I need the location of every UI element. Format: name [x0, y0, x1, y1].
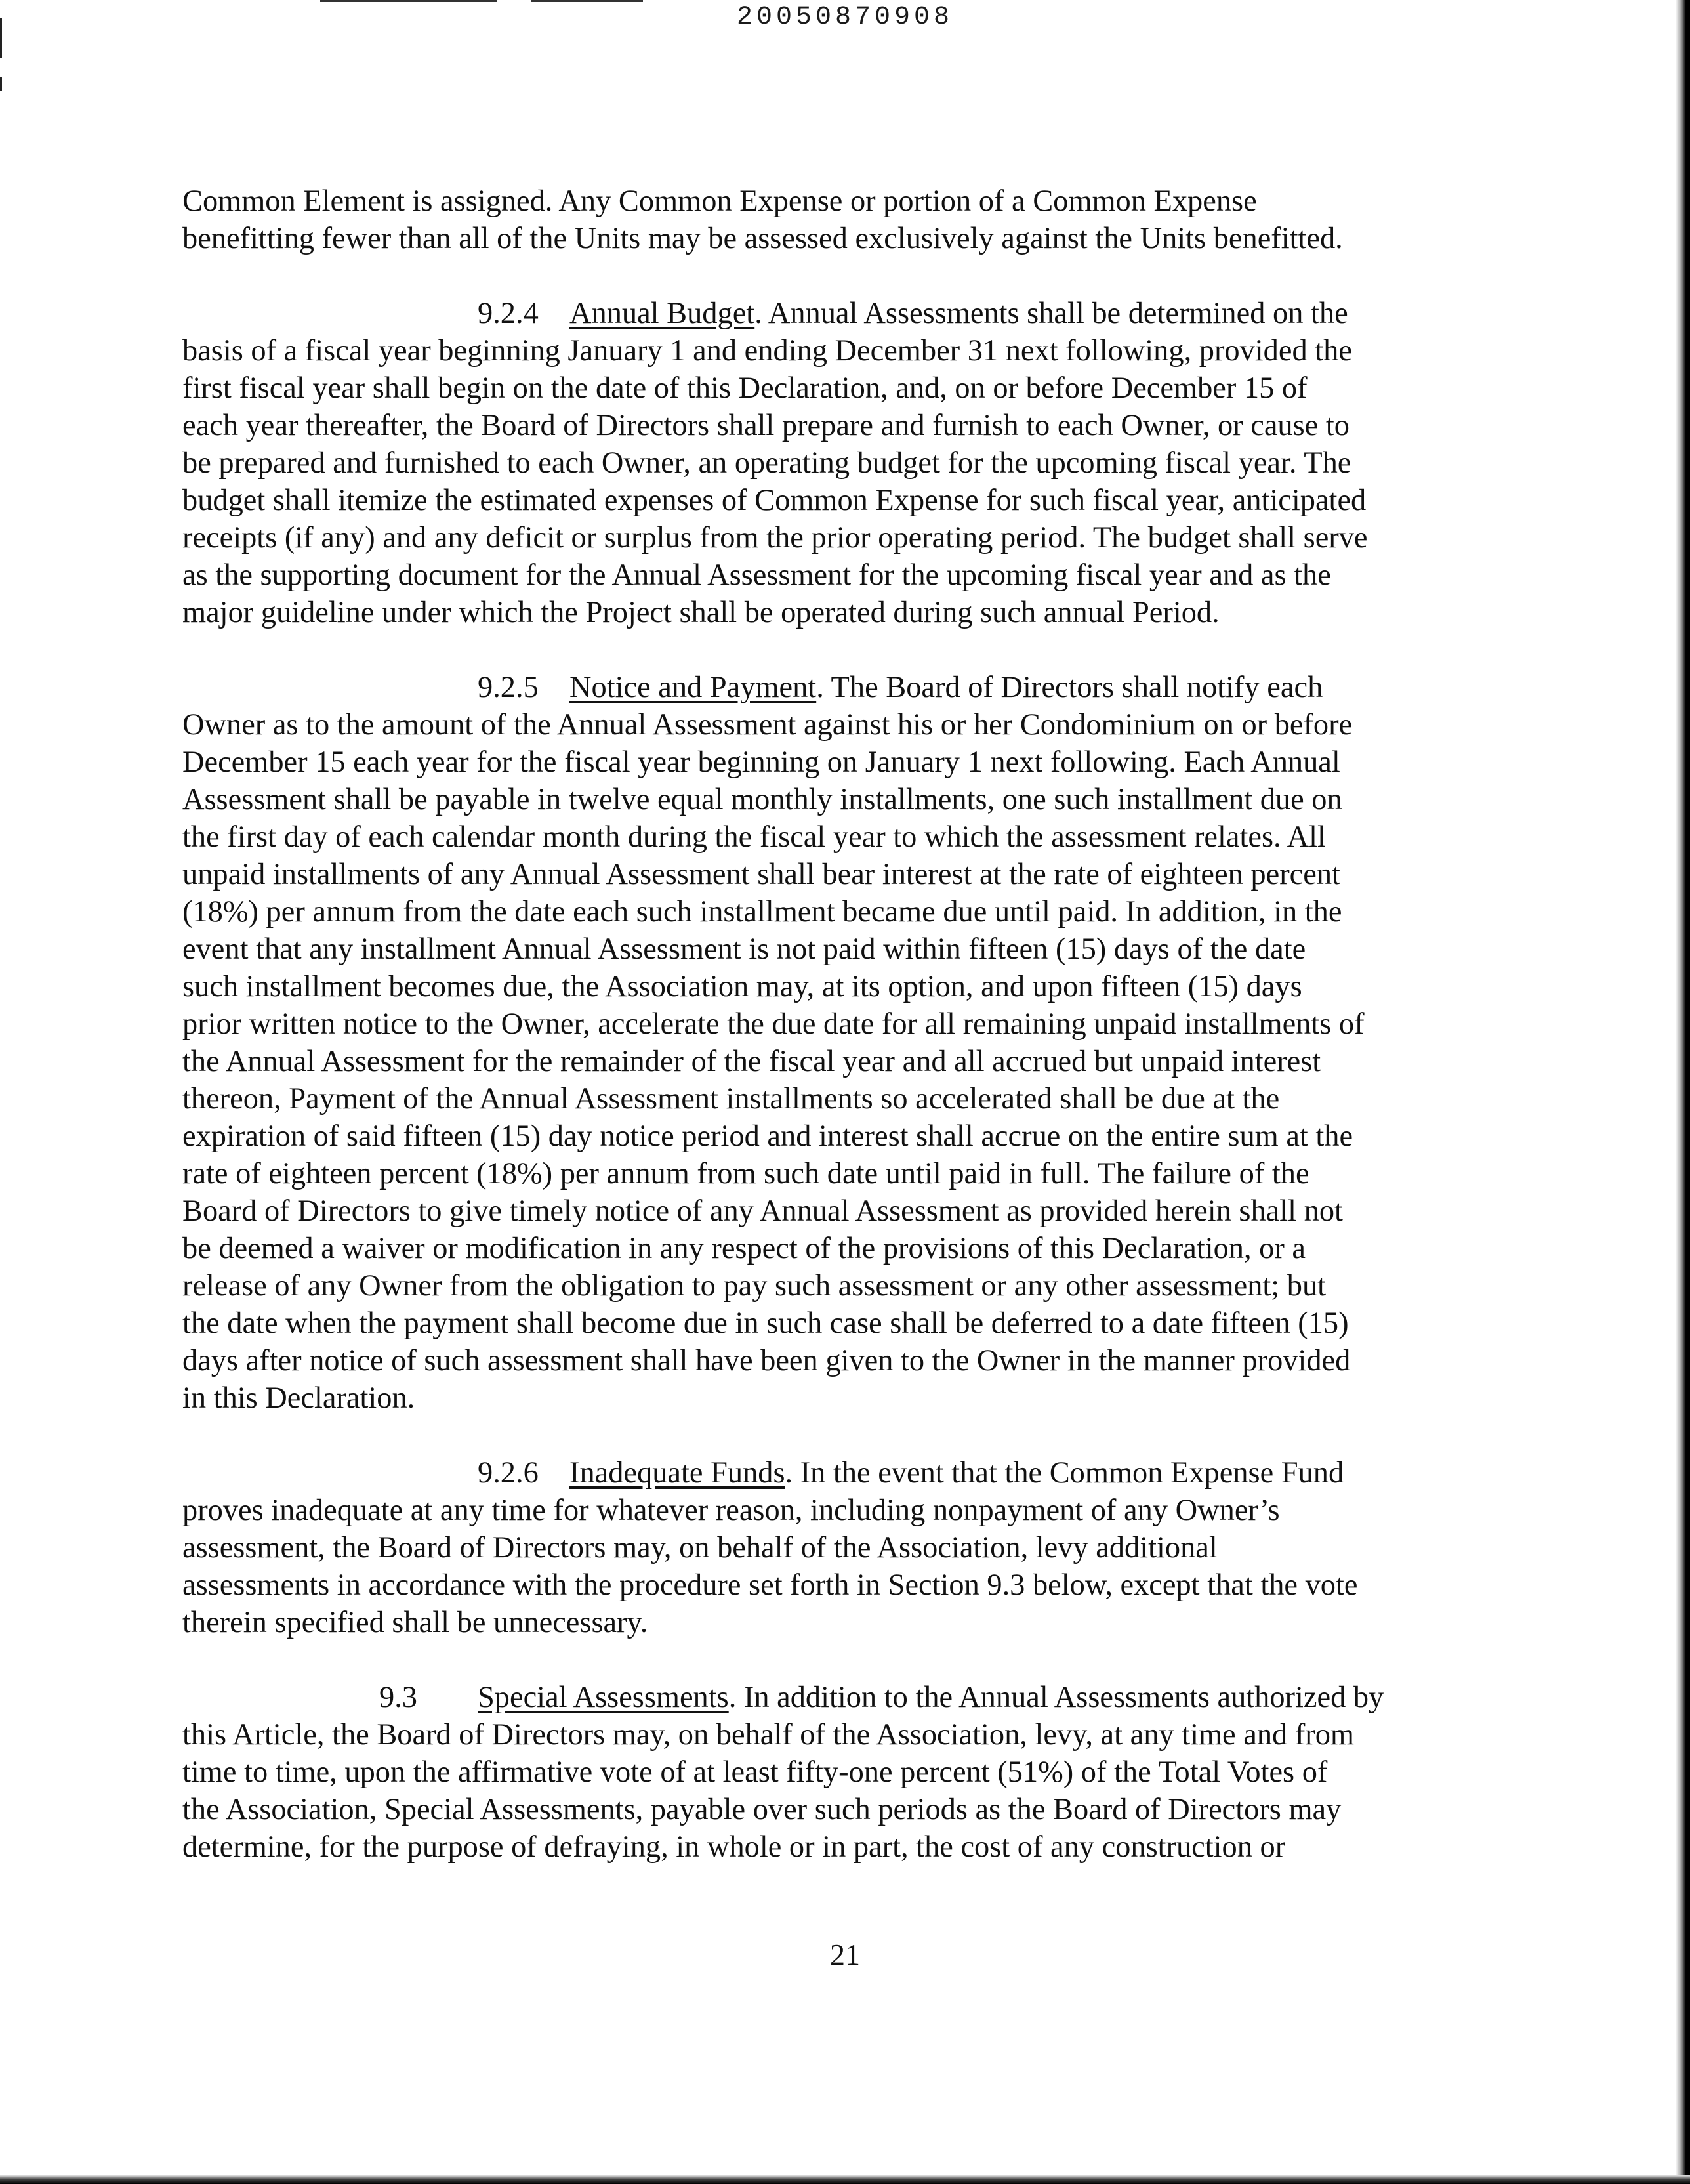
- text-line: each year thereafter, the Board of Directors shall prepare and furnish to each Owner, or cause to: [182, 409, 1350, 442]
- section-first-line: [182, 1454, 1488, 1492]
- text-line: budget shall itemize the estimated expenses of Common Expense for such fiscal year, anticipated: [182, 484, 1367, 517]
- text-line: first fiscal year shall begin on the date of this Declaration, and, on or before December 15 of: [182, 371, 1308, 405]
- body-text: [182, 182, 1488, 1903]
- section-heading: Special Assessments: [478, 1681, 729, 1714]
- paragraph-continuation: [182, 182, 1488, 257]
- text-line: proves inadequate at any time for whatever reason, including nonpayment of any Owner’s: [182, 1494, 1280, 1527]
- text-line: as the supporting document for the Annual Assessment for the upcoming fiscal year and as the: [182, 558, 1331, 592]
- text-line: in this Declaration.: [182, 1381, 415, 1415]
- section-heading: Annual Budget: [569, 297, 755, 330]
- text-line: time to time, upon the affirmative vote of at least fifty-one percent (51%) of the Total Votes of: [182, 1755, 1328, 1789]
- text-line: December 15 each year for the fiscal year beginning on January 1 next following. Each Annual: [182, 746, 1340, 779]
- section-9-2-4: [182, 295, 1488, 631]
- section-number: 9.3: [379, 1681, 417, 1714]
- scan-edge-mark: [0, 77, 2, 91]
- section-9-2-5: [182, 669, 1488, 1417]
- text-line: Assessment shall be payable in twelve equal monthly installments, one such installment due on: [182, 783, 1342, 816]
- text-line: unpaid installments of any Annual Assessment shall bear interest at the rate of eighteen percent: [182, 858, 1340, 891]
- text-line: this Article, the Board of Directors may, on behalf of the Association, levy, at any time and from: [182, 1718, 1354, 1752]
- text-line: benefitting fewer than all of the Units may be assessed exclusively against the Units benefitted.: [182, 222, 1343, 255]
- document-number: 20050870908: [736, 3, 954, 32]
- section-9-2-6: [182, 1454, 1488, 1641]
- section-9-3: [182, 1679, 1488, 1866]
- section-number: 9.2.5: [478, 671, 539, 704]
- scan-bottom-border: [0, 2175, 1690, 2184]
- text-line: such installment becomes due, the Association may, at its option, and upon fifteen (15) days: [182, 970, 1302, 1003]
- text-line: expiration of said fifteen (15) day notice period and interest shall accrue on the entire sum at the: [182, 1120, 1353, 1153]
- text-line: release of any Owner from the obligation to pay such assessment or any other assessment; but: [182, 1269, 1327, 1303]
- section-first-line-text: . In the event that the Common Expense Fund: [785, 1456, 1344, 1490]
- text-line: assessment, the Board of Directors may, on behalf of the Association, levy additional: [182, 1531, 1218, 1564]
- section-heading: Notice and Payment: [569, 671, 817, 704]
- text-line: event that any installment Annual Assessment is not paid within fifteen (15) days of the date: [182, 933, 1306, 966]
- section-number: 9.2.4: [478, 297, 539, 330]
- scan-right-border: [1676, 0, 1690, 2184]
- text-line: Owner as to the amount of the Annual Assessment against his or her Condominium on or before: [182, 708, 1353, 742]
- section-first-line: [182, 1679, 1488, 1716]
- section-heading: Inadequate Funds: [569, 1456, 785, 1490]
- section-number: 9.2.6: [478, 1456, 539, 1490]
- text-line: the date when the payment shall become due in such case shall be deferred to a date fifteen (15): [182, 1307, 1349, 1340]
- text-line: the Association, Special Assessments, payable over such periods as the Board of Directors may: [182, 1793, 1342, 1826]
- scan-rule-right: [531, 0, 643, 2]
- text-line: days after notice of such assessment shall have been given to the Owner in the manner provided: [182, 1344, 1351, 1377]
- text-line: Board of Directors to give timely notice of any Annual Assessment as provided herein shall not: [182, 1194, 1343, 1228]
- section-first-line: [182, 295, 1488, 332]
- scan-rule-left: [320, 0, 497, 2]
- text-line: basis of a fiscal year beginning January 1 and ending December 31 next following, provided the: [182, 334, 1352, 368]
- text-line: receipts (if any) and any deficit or surplus from the prior operating period. The budget shall serve: [182, 521, 1368, 555]
- section-first-line-text: . In addition to the Annual Assessments authorized by: [728, 1681, 1384, 1714]
- text-line: assessments in accordance with the procedure set forth in Section 9.3 below, except that the vote: [182, 1568, 1358, 1602]
- section-first-line-text: . Annual Assessments shall be determined on the: [754, 297, 1348, 330]
- text-line: the Annual Assessment for the remainder of the fiscal year and all accrued but unpaid interest: [182, 1045, 1321, 1078]
- text-line: thereon, Payment of the Annual Assessment installments so accelerated shall be due at the: [182, 1082, 1280, 1116]
- text-line: the first day of each calendar month during the fiscal year to which the assessment relates. All: [182, 820, 1326, 854]
- text-line: (18%) per annum from the date each such installment became due until paid. In addition, in the: [182, 895, 1342, 929]
- text-line: prior written notice to the Owner, accelerate the due date for all remaining unpaid installments of: [182, 1007, 1365, 1041]
- text-line: therein specified shall be unnecessary.: [182, 1606, 648, 1639]
- text-line: be deemed a waiver or modification in any respect of the provisions of this Declaration, or a: [182, 1232, 1306, 1265]
- text-line: be prepared and furnished to each Owner, an operating budget for the upcoming fiscal year. The: [182, 446, 1351, 480]
- section-first-line: [182, 669, 1488, 706]
- text-line: rate of eighteen percent (18%) per annum from such date until paid in full. The failure of the: [182, 1157, 1309, 1190]
- text-line: major guideline under which the Project shall be operated during such annual Period.: [182, 596, 1220, 629]
- page-number: 21: [830, 1938, 860, 1971]
- text-line: Common Element is assigned. Any Common Expense or portion of a Common Expense: [182, 184, 1257, 218]
- text-line: determine, for the purpose of defraying, in whole or in part, the cost of any construction or: [182, 1830, 1286, 1864]
- section-first-line-text: . The Board of Directors shall notify each: [816, 671, 1323, 704]
